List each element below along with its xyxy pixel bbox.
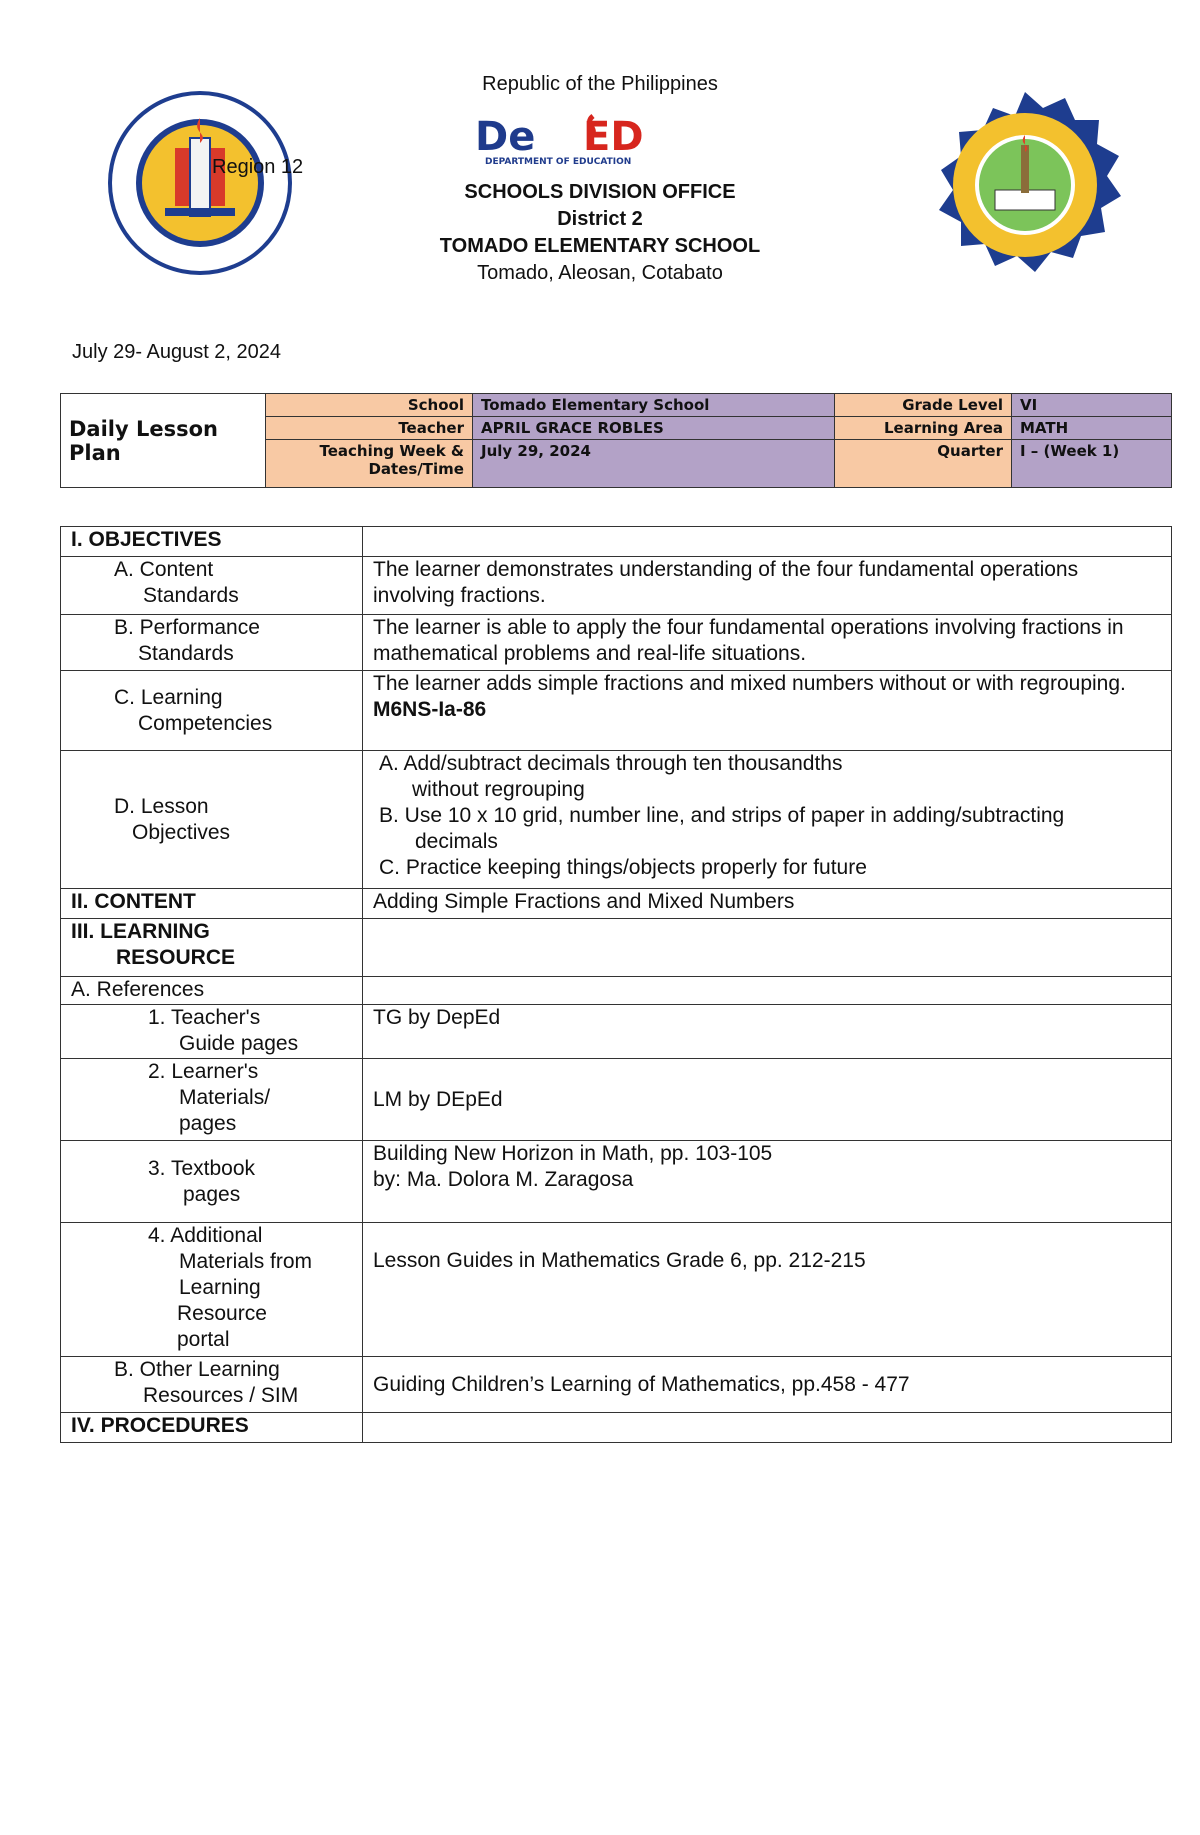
content-heading: II. CONTENT xyxy=(61,889,363,919)
learners-materials-label: 2. Learner's Materials/ pages xyxy=(61,1059,363,1141)
teacher-label: Teacher xyxy=(266,417,473,440)
country-heading: Republic of the Philippines xyxy=(482,73,718,95)
lesson-info-table xyxy=(60,393,1172,488)
learning-competencies-label: C. Learning Competencies xyxy=(61,671,363,751)
teachers-guide-value: TG by DepEd xyxy=(363,1005,1172,1059)
lesson-plan-table xyxy=(60,526,1172,1443)
procedures-cell xyxy=(363,1413,1172,1443)
additional-materials-value: Lesson Guides in Mathematics Grade 6, pp. 212-215 xyxy=(363,1223,1172,1357)
learning-resource-cell xyxy=(363,919,1172,977)
area-label: Learning Area xyxy=(835,417,1012,440)
dlp-title: Daily Lesson Plan xyxy=(61,394,266,488)
procedures-heading: IV. PROCEDURES xyxy=(61,1413,363,1443)
quarter-value: I – (Week 1) xyxy=(1012,440,1172,488)
objectives-cell xyxy=(363,527,1172,557)
other-resources-label: B. Other Learning Resources / SIM xyxy=(61,1357,363,1413)
quarter-label: Quarter xyxy=(835,440,1012,488)
date-range: July 29- August 2, 2024 xyxy=(72,341,282,363)
grade-label: Grade Level xyxy=(835,394,1012,417)
week-value: July 29, 2024 xyxy=(473,440,835,488)
textbook-label: 3. Textbook pages xyxy=(61,1141,363,1223)
region-label: Region 12 xyxy=(212,156,304,178)
deped-logo xyxy=(475,112,725,168)
performance-standards-value: The learner is able to apply the four fundamental operations involving fractions in mathematical problems and real-life situations. xyxy=(363,615,1172,671)
references-cell xyxy=(363,977,1172,1005)
learning-competencies-value: The learner adds simple fractions and mixed numbers without or with regrouping. M6NS-Ia-86 xyxy=(363,671,1172,751)
content-standards-label: A. Content Standards xyxy=(61,557,363,615)
other-resources-value: Guiding Children’s Learning of Mathematics, pp.458 - 477 xyxy=(363,1357,1172,1413)
svg-text:De: De xyxy=(475,114,536,160)
additional-materials-label: 4. Additional Materials from Learning Resource portal xyxy=(61,1223,363,1357)
learners-materials-value: LM by DEpEd xyxy=(363,1059,1172,1141)
references-label: A. References xyxy=(61,977,363,1005)
address-heading: Tomado, Aleosan, Cotabato xyxy=(477,262,723,284)
svg-text:DEPARTMENT OF EDUCATION: DEPARTMENT OF EDUCATION xyxy=(485,157,632,167)
svg-text:ED: ED xyxy=(583,114,644,160)
lesson-objectives-label: D. Lesson Objectives xyxy=(61,751,363,889)
teacher-value: APRIL GRACE ROBLES xyxy=(473,417,835,440)
area-value: MATH xyxy=(1012,417,1172,440)
district-heading: District 2 xyxy=(557,208,643,230)
week-label: Teaching Week & Dates/Time xyxy=(266,440,473,488)
school-label: School xyxy=(266,394,473,417)
content-value: Adding Simple Fractions and Mixed Numbers xyxy=(363,889,1172,919)
lesson-objectives-value: A. Add/subtract decimals through ten thousandths without regrouping B. Use 10 x 10 grid, number line, and strips of paper in adding/subtracting decimals C. Practice keeping things/objects properly for future xyxy=(363,751,1172,889)
school-heading: TOMADO ELEMENTARY SCHOOL xyxy=(439,235,761,257)
school-value: Tomado Elementary School xyxy=(473,394,835,417)
office-heading: SCHOOLS DIVISION OFFICE xyxy=(464,181,736,203)
textbook-value: Building New Horizon in Math, pp. 103-105 by: Ma. Dolora M. Zaragosa xyxy=(363,1141,1172,1223)
school-seal-logo xyxy=(925,90,1125,290)
competency-code: M6NS-Ia-86 xyxy=(373,698,487,721)
performance-standards-label: B. Performance Standards xyxy=(61,615,363,671)
grade-value: VI xyxy=(1012,394,1172,417)
teachers-guide-label: 1. Teacher's Guide pages xyxy=(61,1005,363,1059)
learning-resource-heading: III. LEARNING RESOURCE xyxy=(61,919,363,977)
objectives-heading: I. OBJECTIVES xyxy=(61,527,363,557)
content-standards-value: The learner demonstrates understanding of the four fundamental operations involving fractions. xyxy=(363,557,1172,615)
